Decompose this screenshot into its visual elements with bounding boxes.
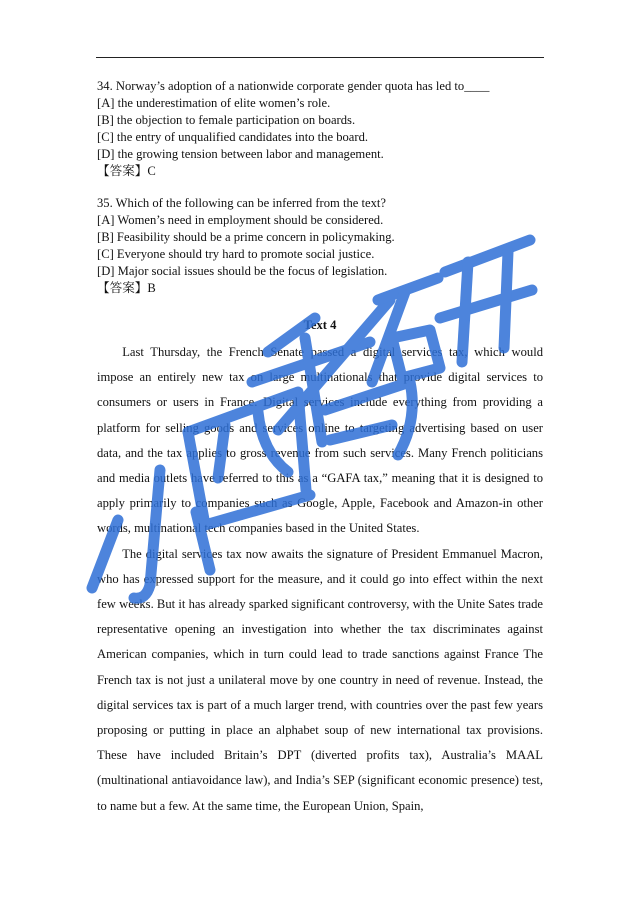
paragraph: Last Thursday, the French Senate passed a digital services tax, which would impose an entirely new tax on large multinationals that provide digital services to consumers or users in France. Digital services include everything from providing a platform for selling goods and services online to targeting advertising based on user data, and the tax applies to gross revenue from such services. Many French politicians and media outlets have referred to this as a “GAFA tax,” meaning that it is designed to apply primarily to companies such as Google, Apple, Facebook and Amazon-in other words, multinational tech companies based in the United States. [97, 345, 543, 536]
option-c: [C] the entry of unqualified candidates into the board. [97, 130, 369, 144]
option-a: [A] Women’s need in employment should be considered. [97, 213, 384, 227]
option-d: [D] Major social issues should be the focus of legislation. [97, 264, 388, 278]
paragraph: The digital services tax now awaits the signature of President Emmanuel Macron, who has expressed support for the measure, and it could go into effect within the next few weeks. But it has already sparked significant controversy, with the Unite Sates trade representative opening an investigation into whether the tax discriminates against American companies, which in turn could lead to trade sanctions against France The French tax is not just a unilateral move by one country in need of revenue. Instead, the digital services tax is part of a much larger trend, with countries over the past few years proposing or putting in place an alphabet soup of new international tax provisions. These have included Britain’s DPT (diverted profits tax), Australia’s MAAL (multinational antiavoidance law), and India’s SEP (significant economic presence) test, to name but a few. At the same time, the European Union, Spain, [97, 546, 543, 813]
option-b: [B] the objection to female participation on boards. [97, 113, 356, 127]
question-34 [97, 78, 545, 180]
option-c: [C] Everyone should try hard to promote social justice. [97, 247, 375, 261]
option-b: [B] Feasibility should be a prime concern in policymaking. [97, 230, 395, 244]
header-rule [96, 57, 544, 58]
option-a: [A] the underestimation of elite women’s role. [97, 96, 331, 110]
passage-title: Text 4 [303, 318, 337, 332]
option-d: [D] the growing tension between labor and management. [97, 147, 384, 161]
answer-label: 【答案】C [97, 164, 156, 178]
question-stem: 34. Norway’s adoption of a nationwide corporate gender quota has led to____ [97, 79, 490, 93]
question-stem: 35. Which of the following can be inferred from the text? [97, 196, 386, 210]
question-35 [97, 195, 545, 297]
passage-text [97, 340, 543, 819]
answer-label: 【答案】B [97, 281, 156, 295]
